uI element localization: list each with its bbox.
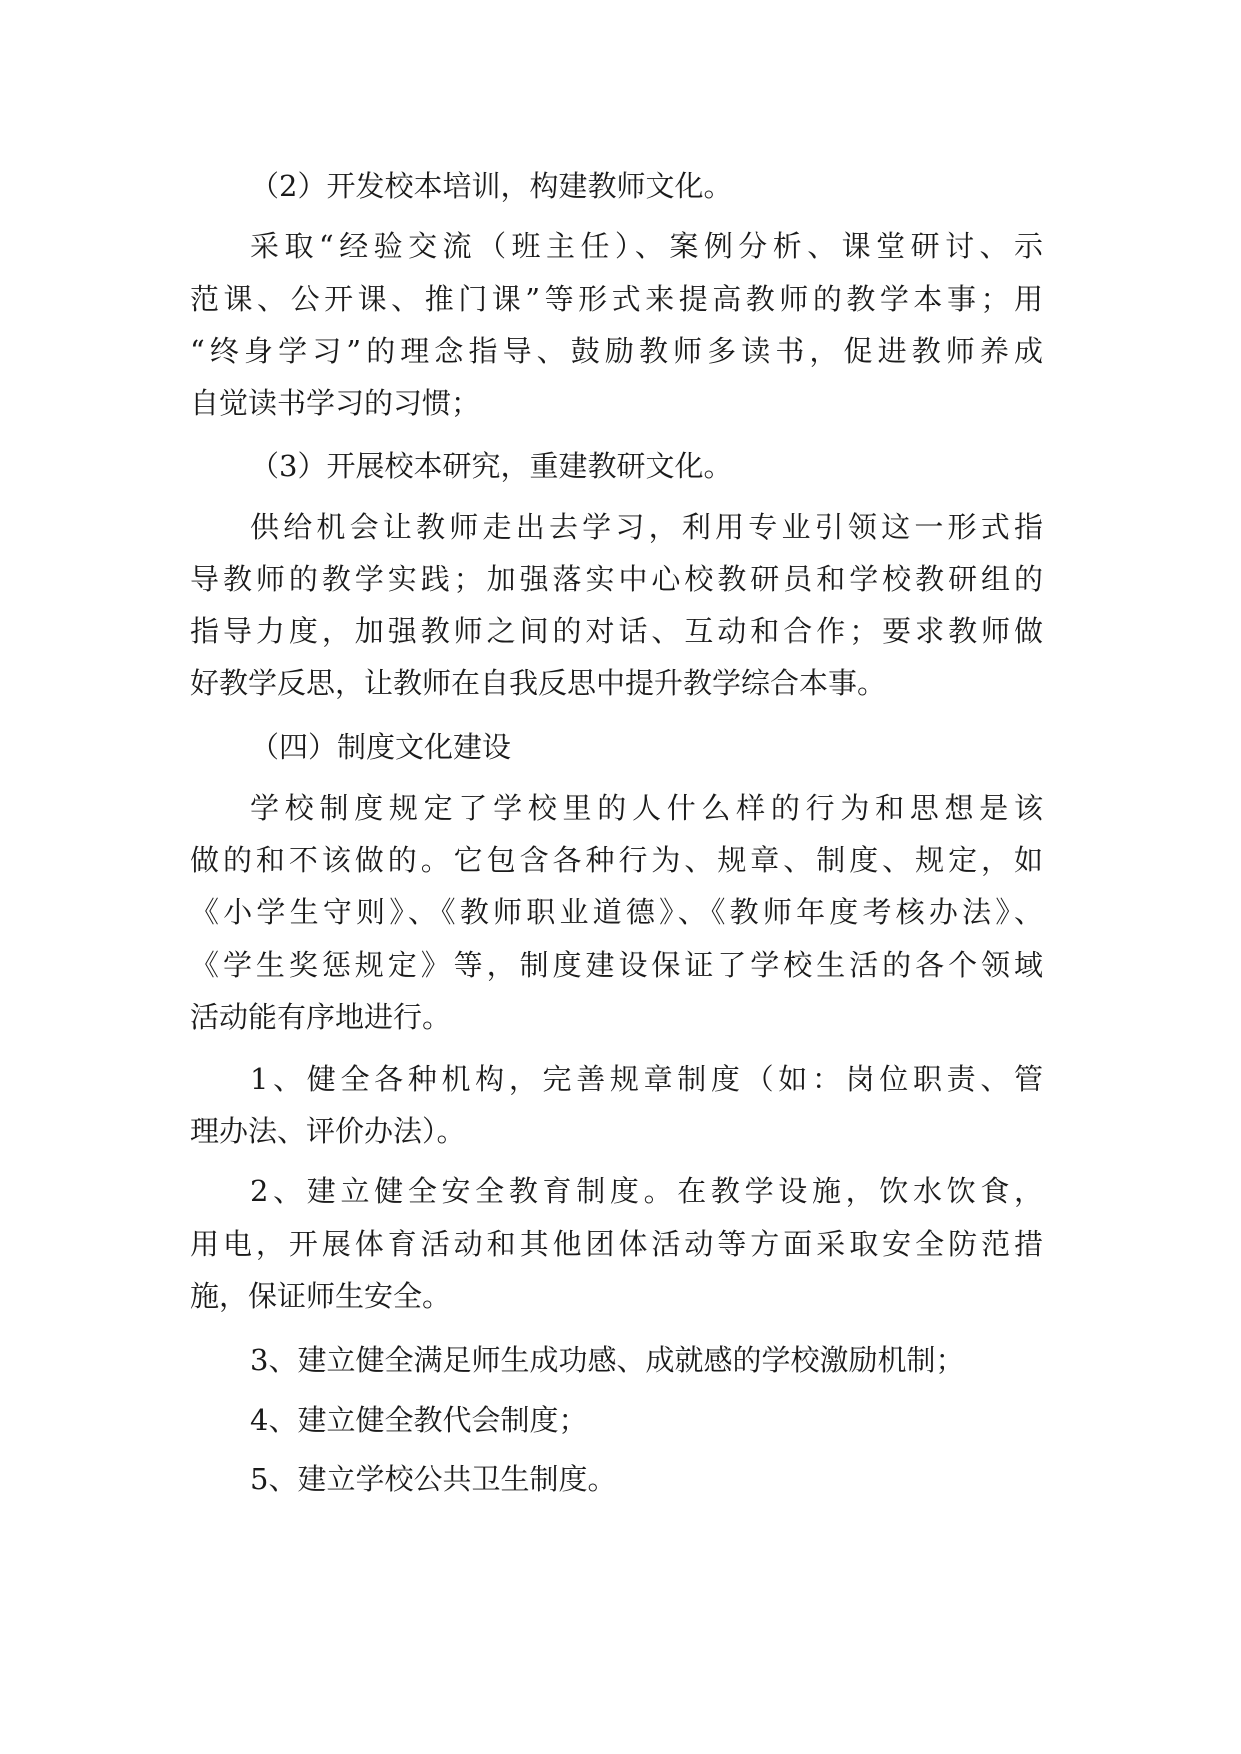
- list-item-3: 3、建立健全满足师生成功感、成就感的学校激励机制；: [250, 1343, 965, 1377]
- list-item-4: 4、建立健全教代会制度；: [250, 1403, 588, 1437]
- paragraph-line: 《小学生守则》、《教师职业道德》、《教师年度考核办法》、: [190, 895, 1043, 929]
- paragraph-line: 自觉读书学习的习惯；: [190, 386, 481, 420]
- paragraph-line: 《学生奖惩规定》等，制度建设保证了学校生活的各个领域: [190, 948, 1043, 982]
- paragraph-line: 好教学反思，让教师在自我反思中提升教学综合本事。: [190, 666, 887, 700]
- paragraph-line: 指导力度，加强教师之间的对话、互动和合作；要求教师做: [190, 614, 1043, 648]
- list-item-1: 1、健全各种机构，完善规章制度（如：岗位职责、管: [250, 1062, 1043, 1096]
- subheading-teacher-training: （2）开发校本培训，构建教师文化。: [250, 169, 733, 203]
- paragraph-line: 供给机会让教师走出去学习，利用专业引领这一形式指: [250, 510, 1043, 544]
- paragraph-line: 采取“经验交流（班主任）、案例分析、课堂研讨、示: [250, 229, 1043, 263]
- section-heading-institutional-culture: （四）制度文化建设: [250, 730, 512, 764]
- paragraph-line: 导教师的教学实践；加强落实中心校教研员和学校教研组的: [190, 562, 1043, 596]
- list-item-5: 5、建立学校公共卫生制度。: [250, 1462, 617, 1496]
- paragraph-line: 学校制度规定了学校里的人什么样的行为和思想是该: [250, 791, 1043, 825]
- paragraph-line: 做的和不该做的。它包含各种行为、规章、制度、规定，如: [190, 843, 1043, 877]
- paragraph-line: 范课、公开课、推门课”等形式来提高教师的教学本事；用: [190, 282, 1043, 316]
- list-item-2: 2、建立健全安全教育制度。在教学设施，饮水饮食，: [250, 1174, 1043, 1208]
- paragraph-line: 活动能有序地进行。: [190, 1000, 452, 1034]
- list-item-2-continued: 施，保证师生安全。: [190, 1279, 452, 1313]
- paragraph-line: “终身学习”的理念指导、鼓励教师多读书，促进教师养成: [190, 334, 1043, 368]
- list-item-1-continued: 理办法、评价办法）。: [190, 1114, 466, 1148]
- list-item-2-continued: 用电，开展体育活动和其他团体活动等方面采取安全防范措: [190, 1227, 1043, 1261]
- subheading-school-research: （3）开展校本研究，重建教研文化。: [250, 449, 733, 483]
